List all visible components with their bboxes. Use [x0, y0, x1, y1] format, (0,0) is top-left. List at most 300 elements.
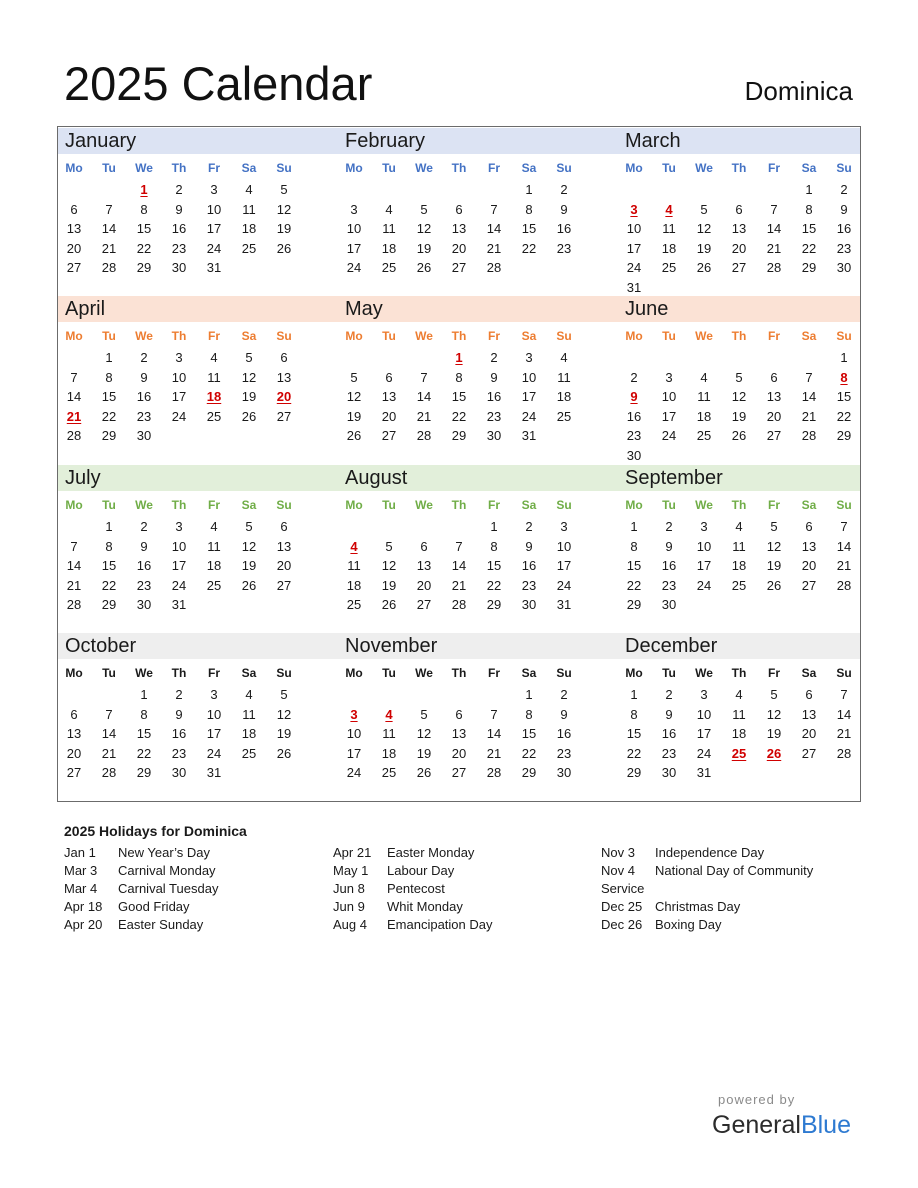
weekday-header: Th — [171, 666, 187, 680]
calendar-date: 23 — [626, 428, 642, 443]
weekday-header: Su — [276, 498, 292, 512]
weekday-header: Su — [276, 329, 292, 343]
calendar-date: 16 — [661, 558, 677, 573]
calendar-date: 30 — [171, 765, 187, 780]
holiday-date-label: Dec 26 — [601, 917, 643, 932]
calendar-date: 15 — [136, 221, 152, 236]
weekday-header: Tu — [382, 498, 396, 512]
calendar-date: 8 — [805, 201, 813, 217]
calendar-date: 27 — [66, 260, 82, 275]
calendar-date: 15 — [836, 389, 852, 404]
calendar-date: 23 — [171, 745, 187, 761]
calendar-date: 6 — [455, 706, 463, 722]
calendar-date: 7 — [770, 201, 778, 217]
holiday-name: Boxing Day — [655, 917, 722, 932]
holiday-date-label: Dec 25 — [601, 899, 643, 914]
calendar-date: 13 — [731, 221, 747, 236]
calendar-date: 17 — [206, 221, 222, 236]
calendar-date: 23 — [136, 408, 152, 424]
calendar-date: 5 — [735, 369, 743, 385]
calendar-date: 24 — [696, 577, 712, 593]
calendar-date: 15 — [136, 726, 152, 741]
calendar-date: 23 — [836, 240, 852, 256]
calendar-date: 29 — [626, 765, 642, 780]
calendar-date: 7 — [805, 369, 813, 385]
calendar-date: 3 — [700, 519, 708, 534]
calendar-date: 18 — [381, 240, 397, 256]
calendar-date: 30 — [661, 765, 677, 780]
calendar-date: 7 — [420, 369, 428, 385]
calendar-date: 29 — [801, 260, 817, 275]
calendar-date: 4 — [700, 369, 708, 385]
calendar-date: 23 — [556, 745, 572, 761]
calendar-date: 2 — [560, 182, 568, 197]
weekday-header: Sa — [521, 498, 537, 512]
calendar-date: 26 — [241, 408, 257, 424]
calendar-date: 29 — [836, 428, 852, 443]
calendar-date: 4 — [245, 182, 253, 197]
calendar-date: 26 — [766, 577, 782, 593]
calendar-date: 9 — [490, 369, 498, 385]
calendar-date: 11 — [732, 538, 746, 554]
calendar-date: 19 — [766, 558, 782, 573]
calendar-date: 23 — [171, 240, 187, 256]
weekday-header: We — [695, 666, 713, 680]
weekday-header: Fr — [768, 666, 780, 680]
weekday-header: Fr — [488, 161, 500, 175]
calendar-date: 25 — [241, 745, 257, 761]
weekday-header: Th — [171, 161, 187, 175]
holiday-date: 18 — [206, 389, 222, 404]
calendar-date: 13 — [801, 706, 817, 722]
calendar-date: 24 — [171, 408, 187, 424]
calendar-date: 22 — [136, 240, 152, 256]
calendar-date: 10 — [521, 369, 537, 385]
calendar-date: 1 — [525, 182, 533, 197]
calendar-date: 1 — [105, 350, 113, 365]
weekday-header: We — [415, 161, 433, 175]
weekday-header: Th — [451, 329, 467, 343]
calendar-date: 12 — [241, 369, 257, 385]
weekday-header: Tu — [102, 498, 116, 512]
holiday-name: Labour Day — [387, 863, 455, 878]
calendar-date: 29 — [136, 260, 152, 275]
weekday-header: Su — [836, 329, 852, 343]
calendar-date: 8 — [105, 369, 113, 385]
calendar-date: 5 — [385, 538, 393, 554]
calendar-date: 28 — [416, 428, 432, 443]
calendar-date: 19 — [241, 558, 257, 573]
calendar-date: 2 — [140, 519, 148, 534]
calendar-date: 30 — [171, 260, 187, 275]
calendar-date: 17 — [521, 389, 537, 404]
calendar-date: 27 — [381, 428, 397, 443]
calendar-date: 10 — [346, 726, 362, 741]
calendar-date: 21 — [486, 240, 502, 256]
calendar-date: 20 — [381, 408, 397, 424]
calendar-date: 6 — [385, 369, 393, 385]
calendar-date: 1 — [490, 519, 498, 534]
calendar-date: 11 — [207, 369, 221, 385]
calendar-date: 6 — [280, 350, 288, 365]
calendar-date: 22 — [486, 577, 502, 593]
calendar-date: 9 — [840, 201, 848, 217]
calendar-date: 2 — [175, 687, 183, 702]
calendar-date: 11 — [732, 706, 746, 722]
month-name: April — [65, 298, 106, 320]
calendar-date: 7 — [490, 201, 498, 217]
weekday-header: Su — [836, 161, 852, 175]
calendar-date: 18 — [696, 408, 712, 424]
month-name: June — [625, 298, 669, 320]
weekday-header: Th — [451, 666, 467, 680]
calendar-date: 19 — [276, 726, 292, 741]
calendar-date: 7 — [455, 538, 463, 554]
calendar-date: 14 — [101, 221, 117, 236]
calendar-date: 14 — [66, 389, 82, 404]
calendar-date: 14 — [486, 221, 502, 236]
calendar-date: 28 — [451, 597, 467, 612]
holiday-name-continuation: Service — [601, 881, 645, 896]
calendar-date: 19 — [766, 726, 782, 741]
weekday-header: Tu — [662, 161, 676, 175]
calendar-date: 10 — [206, 706, 222, 722]
calendar-date: 16 — [136, 389, 152, 404]
calendar-date: 20 — [451, 745, 467, 761]
weekday-header: Tu — [382, 666, 396, 680]
weekday-header: Mo — [625, 498, 643, 512]
calendar-date: 9 — [560, 706, 568, 722]
calendar-date: 1 — [840, 350, 848, 365]
calendar-date: 22 — [626, 577, 642, 593]
calendar-date: 24 — [556, 577, 572, 593]
calendar-date: 27 — [66, 765, 82, 780]
calendar-date: 6 — [770, 369, 778, 385]
weekday-header: We — [695, 161, 713, 175]
calendar-date: 24 — [521, 408, 537, 424]
weekday-header: Mo — [65, 329, 83, 343]
calendar-date: 22 — [626, 745, 642, 761]
calendar-date: 25 — [206, 408, 222, 424]
calendar-date: 10 — [556, 538, 572, 554]
calendar-date: 21 — [486, 745, 502, 761]
calendar-date: 14 — [66, 558, 82, 573]
calendar-date: 5 — [280, 687, 288, 702]
calendar-date: 16 — [486, 389, 502, 404]
calendar-date: 24 — [171, 577, 187, 593]
calendar-date: 22 — [101, 577, 117, 593]
calendar-date: 13 — [451, 726, 467, 741]
weekday-header: Mo — [345, 329, 363, 343]
calendar-date: 2 — [560, 687, 568, 702]
calendar-date: 17 — [206, 726, 222, 741]
weekday-header: Fr — [488, 329, 500, 343]
calendar-date: 5 — [350, 369, 358, 385]
calendar-date: 16 — [171, 221, 187, 236]
weekday-header: Mo — [345, 498, 363, 512]
holiday-name: Easter Monday — [387, 845, 475, 860]
calendar-date: 15 — [521, 221, 537, 236]
calendar-date: 1 — [630, 519, 638, 534]
calendar-date: 12 — [276, 706, 292, 722]
calendar-date: 4 — [735, 687, 743, 702]
holiday-date-label: Nov 3 — [601, 845, 635, 860]
calendar-date: 15 — [626, 558, 642, 573]
weekday-header: Fr — [208, 329, 220, 343]
weekday-header: We — [695, 329, 713, 343]
calendar-date: 13 — [381, 389, 397, 404]
weekday-header: Su — [836, 666, 852, 680]
calendar-date: 16 — [556, 221, 572, 236]
month-name: February — [345, 130, 426, 152]
calendar-date: 27 — [416, 597, 432, 612]
holiday-date: 21 — [66, 408, 82, 424]
calendar-date: 22 — [801, 240, 817, 256]
calendar-date: 15 — [486, 558, 502, 573]
calendar-date: 21 — [766, 240, 782, 256]
calendar-date: 5 — [700, 201, 708, 217]
calendar-date: 5 — [245, 350, 253, 365]
calendar-date: 28 — [836, 745, 852, 761]
calendar-date: 11 — [382, 221, 396, 236]
calendar-date: 9 — [525, 538, 533, 554]
calendar-date: 5 — [280, 182, 288, 197]
holiday-date-label: Aug 4 — [333, 917, 367, 932]
weekday-header: Sa — [521, 666, 537, 680]
calendar-date: 10 — [696, 538, 712, 554]
weekday-header: Mo — [65, 498, 83, 512]
calendar-date: 19 — [731, 408, 747, 424]
calendar-date: 31 — [171, 597, 187, 612]
calendar-date: 11 — [697, 389, 711, 404]
weekday-header: Su — [276, 161, 292, 175]
calendar-date: 16 — [661, 726, 677, 741]
holiday-name: National Day of Community — [655, 863, 814, 878]
calendar-date: 16 — [626, 408, 642, 424]
calendar-date: 2 — [840, 182, 848, 197]
calendar-date: 29 — [136, 765, 152, 780]
country-name: Dominica — [744, 76, 853, 106]
calendar-date: 1 — [630, 687, 638, 702]
calendar-date: 15 — [101, 558, 117, 573]
calendar-date: 17 — [171, 389, 187, 404]
calendar-date: 12 — [696, 221, 712, 236]
weekday-header: Th — [731, 498, 747, 512]
weekday-header: Th — [171, 498, 187, 512]
holiday-name: Independence Day — [655, 845, 765, 860]
calendar-date: 12 — [766, 706, 782, 722]
calendar-date: 6 — [455, 201, 463, 217]
calendar-date: 3 — [175, 519, 183, 534]
holiday-date-label: Apr 18 — [64, 899, 103, 914]
calendar-date: 30 — [836, 260, 852, 275]
holiday-date: 26 — [766, 745, 782, 761]
weekday-header: Su — [556, 161, 572, 175]
calendar-date: 18 — [206, 558, 222, 573]
calendar-date: 28 — [801, 428, 817, 443]
calendar-date: 16 — [136, 558, 152, 573]
calendar-date: 2 — [175, 182, 183, 197]
calendar-date: 15 — [521, 726, 537, 741]
calendar-date: 23 — [521, 577, 537, 593]
weekday-header: Mo — [625, 329, 643, 343]
calendar-date: 25 — [696, 428, 712, 443]
calendar-date: 3 — [210, 182, 218, 197]
month-name: December — [625, 635, 718, 657]
calendar-date: 5 — [245, 519, 253, 534]
calendar-date: 21 — [416, 408, 432, 424]
calendar-date: 1 — [105, 519, 113, 534]
weekday-header: Th — [731, 666, 747, 680]
weekday-header: Sa — [801, 666, 817, 680]
weekday-header: Sa — [521, 329, 537, 343]
calendar-date: 2 — [630, 369, 638, 385]
calendar-date: 12 — [276, 201, 292, 217]
weekday-header: Tu — [662, 666, 676, 680]
calendar-date: 6 — [735, 201, 743, 217]
calendar-date: 11 — [382, 726, 396, 741]
calendar-date: 18 — [661, 240, 677, 256]
holiday-date: 9 — [630, 389, 638, 404]
calendar-date: 13 — [66, 726, 82, 741]
calendar-date: 29 — [451, 428, 467, 443]
calendar-date: 25 — [556, 408, 572, 424]
calendar-date: 18 — [731, 726, 747, 741]
calendar-date: 22 — [136, 745, 152, 761]
calendar-date: 2 — [140, 350, 148, 365]
weekday-header: Fr — [208, 498, 220, 512]
calendar-date: 3 — [210, 687, 218, 702]
calendar-date: 3 — [175, 350, 183, 365]
calendar-date: 19 — [416, 240, 432, 256]
holiday-date-label: Jun 9 — [333, 899, 365, 914]
calendar-date: 27 — [276, 577, 292, 593]
calendar-date: 28 — [101, 765, 117, 780]
holiday-date-label: Mar 4 — [64, 881, 98, 896]
month-name: January — [65, 130, 137, 152]
calendar-date: 7 — [70, 369, 78, 385]
weekday-header: Sa — [241, 498, 257, 512]
calendar-date: 29 — [626, 597, 642, 612]
calendar-date: 20 — [66, 240, 82, 256]
holiday-date: 1 — [140, 182, 148, 197]
weekday-header: Th — [451, 161, 467, 175]
calendar-date: 6 — [70, 201, 78, 217]
calendar-date: 20 — [801, 726, 817, 741]
calendar-date: 21 — [66, 577, 82, 593]
holiday-date: 3 — [350, 706, 358, 722]
calendar-date: 6 — [280, 519, 288, 534]
holiday-date-label: Apr 20 — [64, 917, 103, 932]
holiday-name: Carnival Monday — [118, 863, 216, 878]
calendar-date: 4 — [560, 350, 568, 365]
holiday-name: New Year’s Day — [118, 845, 211, 860]
calendar-date: 20 — [451, 240, 467, 256]
weekday-header: Mo — [345, 161, 363, 175]
weekday-header: Th — [171, 329, 187, 343]
weekday-header: Sa — [241, 161, 257, 175]
month-row-band — [58, 128, 860, 154]
calendar-date: 6 — [805, 687, 813, 702]
calendar-date: 26 — [276, 240, 292, 256]
calendar-date: 16 — [521, 558, 537, 573]
holiday-date: 1 — [455, 350, 463, 365]
calendar-date: 19 — [241, 389, 257, 404]
calendar-date: 25 — [661, 260, 677, 275]
calendar-date: 9 — [175, 201, 183, 217]
calendar-date: 25 — [731, 577, 747, 593]
calendar-date: 4 — [245, 687, 253, 702]
calendar-date: 31 — [206, 765, 222, 780]
calendar-date: 14 — [801, 389, 817, 404]
calendar-date: 31 — [206, 260, 222, 275]
weekday-header: Tu — [382, 161, 396, 175]
calendar-date: 4 — [735, 519, 743, 534]
calendar-date: 29 — [521, 765, 537, 780]
calendar-date: 25 — [206, 577, 222, 593]
weekday-header: Sa — [241, 329, 257, 343]
calendar-date: 13 — [276, 369, 292, 385]
calendar-date: 12 — [766, 538, 782, 554]
calendar-date: 5 — [420, 706, 428, 722]
calendar-date: 27 — [731, 260, 747, 275]
calendar-date: 14 — [486, 726, 502, 741]
weekday-header: Tu — [102, 161, 116, 175]
holiday-date-label: Jun 8 — [333, 881, 365, 896]
calendar-date: 6 — [70, 706, 78, 722]
calendar-date: 17 — [346, 240, 362, 256]
calendar-date: 5 — [770, 687, 778, 702]
calendar-date: 23 — [556, 240, 572, 256]
calendar-date: 8 — [490, 538, 498, 554]
calendar-date: 1 — [140, 687, 148, 702]
calendar-date: 9 — [560, 201, 568, 217]
calendar-date: 19 — [381, 577, 397, 593]
holiday-date-label: Apr 21 — [333, 845, 372, 860]
calendar-date: 18 — [556, 389, 572, 404]
calendar-date: 4 — [385, 201, 393, 217]
calendar-date: 26 — [276, 745, 292, 761]
weekday-header: Tu — [662, 498, 676, 512]
calendar-date: 25 — [381, 765, 397, 780]
month-name: August — [345, 467, 408, 489]
calendar-date: 10 — [346, 221, 362, 236]
calendar-date: 17 — [661, 408, 677, 424]
calendar-date: 21 — [836, 726, 852, 741]
holiday-date: 20 — [276, 389, 292, 404]
calendar-date: 27 — [276, 408, 292, 424]
calendar-date: 5 — [770, 519, 778, 534]
powered-by-text: powered by — [718, 1092, 796, 1107]
calendar-date: 19 — [346, 408, 362, 424]
calendar-date: 11 — [347, 558, 361, 573]
month-name: July — [65, 467, 101, 489]
calendar-date: 2 — [665, 687, 673, 702]
calendar-date: 30 — [556, 765, 572, 780]
calendar-date: 26 — [416, 765, 432, 780]
calendar-date: 3 — [665, 369, 673, 385]
calendar-date: 28 — [486, 260, 502, 275]
calendar-date: 28 — [766, 260, 782, 275]
calendar-date: 30 — [136, 597, 152, 612]
holiday-name: Christmas Day — [655, 899, 741, 914]
weekday-header: Fr — [208, 666, 220, 680]
calendar-date: 29 — [101, 428, 117, 443]
calendar-date: 24 — [206, 745, 222, 761]
holiday-date: 4 — [350, 538, 358, 554]
calendar-date: 22 — [521, 240, 537, 256]
weekday-header: Fr — [768, 161, 780, 175]
